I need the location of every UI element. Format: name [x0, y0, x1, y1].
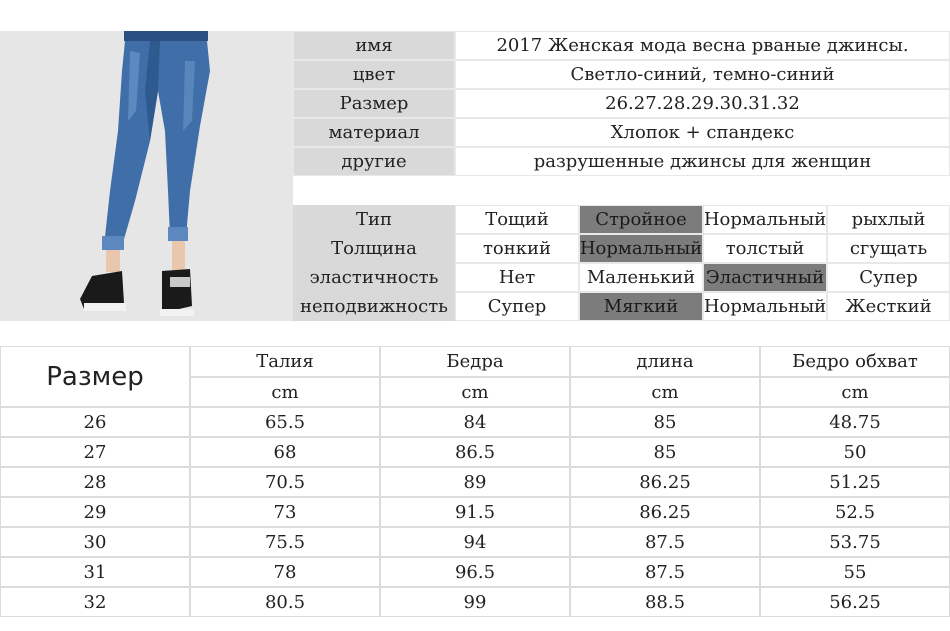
size-cell: 31 [0, 557, 190, 587]
size-cell: 32 [0, 587, 190, 617]
table-row [0, 497, 950, 527]
size-chart-table [0, 346, 950, 618]
info-label: другие [293, 147, 455, 176]
property-option: Нормальный [579, 234, 703, 263]
info-label: материал [293, 118, 455, 147]
thigh-cell: 56.25 [760, 587, 950, 617]
property-option: Нормальный [703, 292, 827, 321]
hips-cell: 89 [380, 467, 570, 497]
size-column-header: Размер [0, 346, 190, 407]
property-option: сгущать [827, 234, 950, 263]
size-cell: 26 [0, 407, 190, 437]
property-option: Супер [455, 292, 579, 321]
thigh-cell: 52.5 [760, 497, 950, 527]
thigh-cell: 51.25 [760, 467, 950, 497]
property-option: Супер [827, 263, 950, 292]
info-row-name [293, 31, 950, 60]
property-option: Нормальный [703, 205, 827, 234]
info-row-color [293, 60, 950, 89]
thigh-cell: 50 [760, 437, 950, 467]
info-spacer [293, 176, 950, 205]
info-value: 26.27.28.29.30.31.32 [455, 89, 950, 118]
property-row-thickness [293, 234, 950, 263]
waist-cell: 75.5 [190, 527, 380, 557]
info-value: разрушенные джинсы для женщин [455, 147, 950, 176]
size-units-row [190, 377, 950, 407]
info-row-material [293, 118, 950, 147]
size-header-row [190, 346, 950, 377]
info-label: имя [293, 31, 455, 60]
table-row [0, 407, 950, 437]
length-cell: 85 [570, 407, 760, 437]
property-row-elasticity [293, 263, 950, 292]
property-label: Толщина [293, 234, 455, 263]
hips-cell: 86.5 [380, 437, 570, 467]
waist-cell: 68 [190, 437, 380, 467]
table-row [0, 527, 950, 557]
table-row [0, 437, 950, 467]
hips-cell: 84 [380, 407, 570, 437]
hips-cell: 99 [380, 587, 570, 617]
column-header: длина [570, 346, 760, 377]
property-label: эластичность [293, 263, 455, 292]
column-header: Бедра [380, 346, 570, 377]
hips-cell: 96.5 [380, 557, 570, 587]
property-option: Жесткий [827, 292, 950, 321]
unit-label: cm [380, 377, 570, 407]
property-option: Эластичный [703, 263, 827, 292]
column-header: Талия [190, 346, 380, 377]
property-row-stiffness [293, 292, 950, 321]
property-option: Тощий [455, 205, 579, 234]
unit-label: cm [190, 377, 380, 407]
table-row [0, 557, 950, 587]
size-cell: 28 [0, 467, 190, 497]
property-row-type [293, 205, 950, 234]
info-value: Светло-синий, темно-синий [455, 60, 950, 89]
unit-label: cm [760, 377, 950, 407]
info-label: Размер [293, 89, 455, 118]
length-cell: 86.25 [570, 467, 760, 497]
info-row-size [293, 89, 950, 118]
length-cell: 88.5 [570, 587, 760, 617]
size-cell: 30 [0, 527, 190, 557]
property-option: Стройное [579, 205, 703, 234]
size-cell: 29 [0, 497, 190, 527]
thigh-cell: 53.75 [760, 527, 950, 557]
hips-cell: 91.5 [380, 497, 570, 527]
info-label: цвет [293, 60, 455, 89]
length-cell: 87.5 [570, 527, 760, 557]
length-cell: 85 [570, 437, 760, 467]
property-option: рыхлый [827, 205, 950, 234]
waist-cell: 70.5 [190, 467, 380, 497]
column-header: Бедро обхват [760, 346, 950, 377]
property-label: Тип [293, 205, 455, 234]
property-option: Нет [455, 263, 579, 292]
property-label: неподвижность [293, 292, 455, 321]
length-cell: 87.5 [570, 557, 760, 587]
info-value: Хлопок + спандекс [455, 118, 950, 147]
property-option: Мягкий [579, 292, 703, 321]
waist-cell: 78 [190, 557, 380, 587]
waist-cell: 80.5 [190, 587, 380, 617]
product-photo [0, 31, 293, 321]
hips-cell: 94 [380, 527, 570, 557]
product-info-table [293, 31, 950, 321]
property-option: толстый [703, 234, 827, 263]
table-row [0, 587, 950, 617]
waist-cell: 73 [190, 497, 380, 527]
unit-label: cm [570, 377, 760, 407]
size-cell: 27 [0, 437, 190, 467]
length-cell: 86.25 [570, 497, 760, 527]
thigh-cell: 55 [760, 557, 950, 587]
thigh-cell: 48.75 [760, 407, 950, 437]
info-row-other [293, 147, 950, 176]
property-option: тонкий [455, 234, 579, 263]
property-option: Маленький [579, 263, 703, 292]
waist-cell: 65.5 [190, 407, 380, 437]
info-value: 2017 Женская мода весна рваные джинсы. [455, 31, 950, 60]
table-row [0, 467, 950, 497]
